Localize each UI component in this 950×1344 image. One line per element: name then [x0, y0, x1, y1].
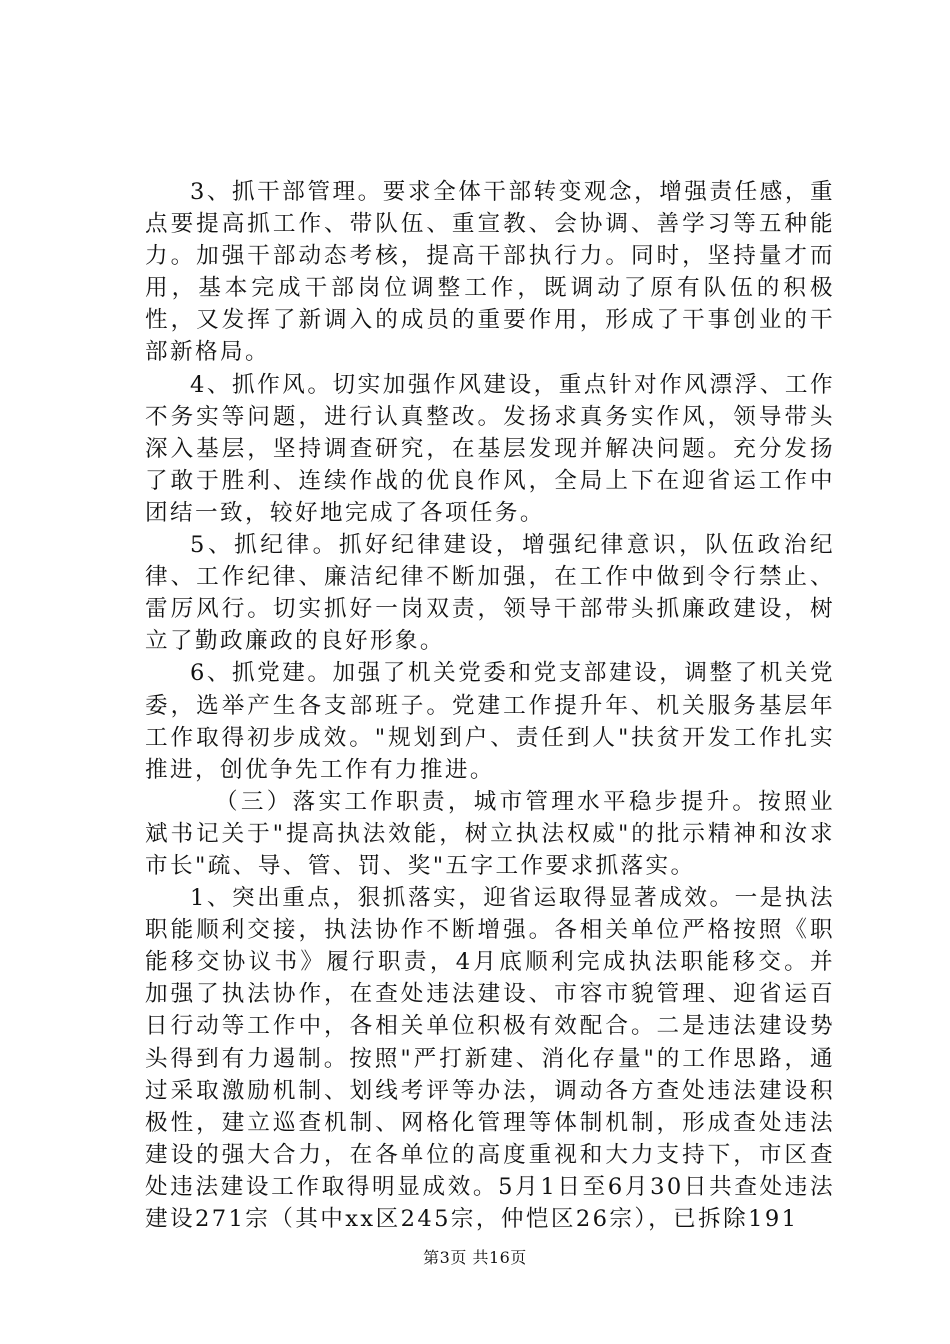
paragraph-work-style: 4、抓作风。切实加强作风建设，重点针对作风漂浮、工作不务实等问题，进行认真整改。发扬求真务实作风，领导带头深入基层，坚持调查研究，在基层发现并解决问题。充分发扬了敢于胜利、连续作战的优良作风，全局上下在迎省运工作中团结一致，较好地完成了各项任务。 — [145, 371, 835, 526]
paragraph-cadre-management: 3、抓干部管理。要求全体干部转变观念，增强责任感，重点要提高抓工作、带队伍、重宣教、会协调、善学习等五种能力。加强干部动态考核，提高干部执行力。同时，坚持量才而用，基本完成干部岗位调整工作，既调动了原有队伍的积极性，又发挥了新调入的成员的重要作用，形成了干事创业的干部新格局。 — [145, 179, 835, 366]
paragraph-party-building: 6、抓党建。加强了机关党委和党支部建设，调整了机关党委，选举产生各支部班子。党建工作提升年、机关服务基层年工作取得初步成效。"规划到户、责任到人"扶贫开发工作扎实推进，创优争先工作有力推进。 — [145, 660, 835, 783]
section-heading-duties: （三）落实工作职责，城市管理水平稳步提升。按照业斌书记关于"提高执法效能，树立执法权威"的批示精神和汝求市长"疏、导、管、罚、奖"五字工作要求抓落实。 — [145, 788, 835, 879]
page-footer: 第3页 共16页 — [423, 1248, 527, 1267]
paragraph-discipline: 5、抓纪律。抓好纪律建设，增强纪律意识，队伍政治纪律、工作纪律、廉洁纪律不断加强，在工作中做到令行禁止、雷厉风行。切实抓好一岗双责，领导干部带头抓廉政建设，树立了勤政廉政的良好形象。 — [145, 532, 835, 655]
document-body — [145, 176, 835, 1235]
paragraph-key-focus: 1、突出重点，狠抓落实，迎省运取得显著成效。一是执法职能顺利交接，执法协作不断增强。各相关单位严格按照《职能移交协议书》履行职责，4月底顺利完成执法职能移交。并加强了执法协作，在查处违法建设、市容市貌管理、迎省运百日行动等工作中，各相关单位积极有效配合。二是违法建设势头得到有力遏制。按照"严打新建、消化存量"的工作思路，通过采取激励机制、划线考评等办法，调动各方查处违法建设积极性，建立巡查机制、网格化管理等体制机制，形成查处违法建设的强大合力，在各单位的高度重视和大力支持下，市区查处违法建设工作取得明显成效。5月1日至6月30日共查处违法建设271宗（其中xx区245宗，仲恺区26宗），已拆除191 — [145, 885, 835, 1232]
